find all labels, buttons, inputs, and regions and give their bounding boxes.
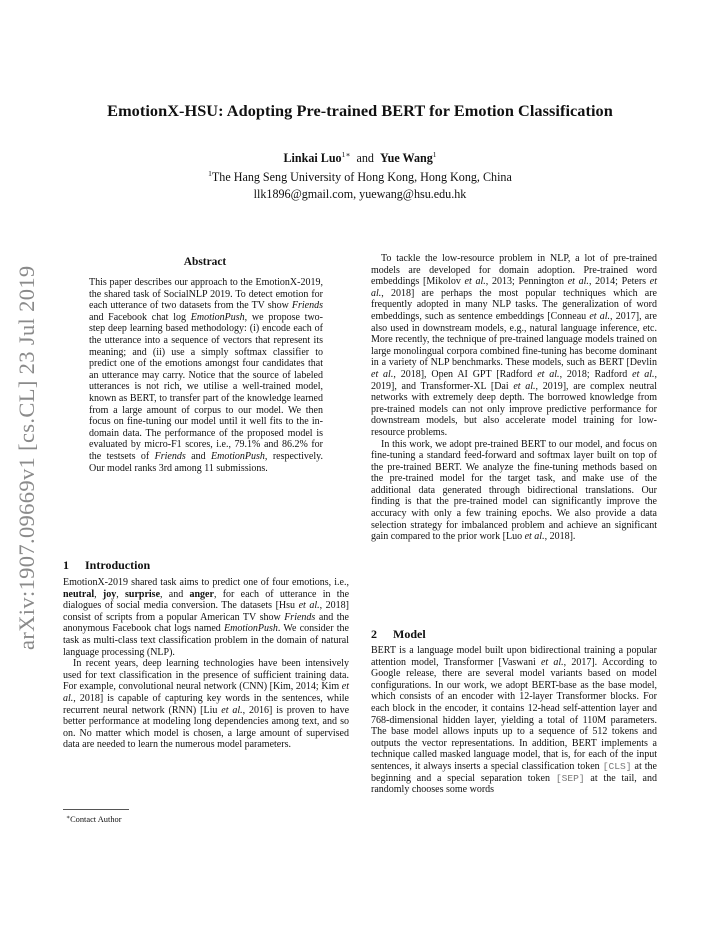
introduction-body	[63, 577, 349, 751]
author-name: Yue Wang	[380, 151, 433, 165]
author-line	[0, 151, 720, 166]
paragraph: BERT is a language model built upon bidirectional training a popular attention model, Transformer [Vaswani et al., 2017]. According to Google release, there are several model variants based on model configurations. In our work, we adopt BERT-base as the base model, which consists of an encoder with 12-layer Transformer blocks. For each block in the encoder, it contains 12-head self-attention layer and 768-dimensional hidden layer, yielding a total of 110M parameters. The base model allows inputs up to a sequence of 512 tokens and outputs the vector representations. In addition, BERT implements a technique called masked language model, that is, for each of the input sentences, it always inserts a special classification token [CLS] at the beginning and a special separation token [SEP] at the tail, and randomly chooses some words	[371, 645, 658, 796]
author-emails: llk1896@gmail.com, yuewang@hsu.edu.hk	[253, 187, 467, 201]
author-conjunction: and	[356, 151, 374, 165]
footnote-rule	[63, 809, 129, 810]
paragraph: EmotionX-2019 shared task aims to predict one of four emotions, i.e., neutral, joy, surprise, and anger, for each of utterance in the dialogues of social media conversion. The datasets [Hsu et al., 2018] consist of scripts from a popular American TV show Friends and the anonymous Facebook chat logs named EmotionPush. We consider the task as multi-class text classification problem in the domain of natural language processing (NLP).	[63, 577, 350, 658]
sep-token: [SEP]	[555, 772, 585, 784]
affiliation	[0, 170, 720, 185]
section-heading-introduction: 1 Introduction	[63, 558, 151, 572]
paper-title: EmotionX-HSU: Adopting Pre-trained BERT for Emotion Classification	[107, 101, 613, 120]
footnote: ∗Contact Author	[66, 815, 122, 824]
author-name: Linkai Luo	[283, 151, 342, 165]
affiliation-text: The Hang Seng University of Hong Kong, Hong Kong, China	[211, 170, 512, 184]
abstract-heading: Abstract	[183, 256, 227, 268]
right-column-body	[371, 253, 657, 543]
model-body	[371, 645, 657, 796]
author-mark: 1	[432, 150, 437, 159]
paragraph: In recent years, deep learning technologies have been intensively used for text classification in the presence of sufficient training data. For example, convolutional neural network (CNN) [Kim, 2014; Kim et al., 2018] is capable of capturing key words in the sentences, while recurrent neural network (RNN) [Liu et al., 2016] is proven to have better performance at modeling long dependencies among text, and so on. No matter which model is chosen, a large amount of supervised data are needed to learn the numerous model parameters.	[63, 658, 350, 751]
abstract-body: This paper describes our approach to the EmotionX-2019, the shared task of SocialNLP 2019. To detect emotion for each utterance of two datasets from the TV show Friends and Facebook chat log EmotionPush, we propose two-step deep learning based methodology: (i) encode each of the utterance into a sequence of vectors that represent its meaning; and (ii) use a simply softmax classifier to predict one of the emotions amongst four candidates that an utterance may carry. Notice that the source of labeled utterances is not rich, we utilise a well-trained model, known as BERT, to transfer part of the knowledge learned from a large amount of corpus to our model. We then focus on fine-tuning our model until it well fits to the in-domain data. The performance of the proposed model is evaluated by micro-F1 scores, i.e., 79.1% and 86.2% for the testsets of Friends and EmotionPush, respectively. Our model ranks 3rd among 11 submissions.	[89, 277, 324, 474]
author-mark: 1∗	[341, 150, 351, 159]
paragraph: To tackle the low-resource problem in NLP, a lot of pre-trained models are developed for domain adoption. Pre-trained word embeddings [Mikolov et al., 2013; Pennington et al., 2014; Peters et al., 2018] are perhaps the most popular techniques which are frequently adopted in many NLP tasks. The generalization of word embeddings, such as sentence embeddings [Conneau et al., 2017], are also used in downstream models, e.g., natural language inference, etc. More recently, the technique of pre-trained language models trained on large monolingual corpora combined fine-tuning has become dominant in a variety of NLP benchmarks. These models, such as BERT [Devlin et al., 2018], Open AI GPT [Radford et al., 2018; Radford et al., 2019], and Transformer-XL [Dai et al., 2019], are complex neutral networks with extremely deep depth. The borrowed knowledge from pre-trained models can not only improve predictive performance for downstream models, but also accelerate model training for low-resource problems.	[371, 253, 658, 438]
arxiv-id: arXiv:1907.09669v1 [cs.CL] 23 Jul 2019	[14, 265, 39, 650]
affiliation-mark: 1	[208, 169, 212, 178]
cls-token: [CLS]	[602, 760, 632, 772]
paragraph: In this work, we adopt pre-trained BERT to our model, and focus on fine-tuning a standard feed-forward and softmax layer built on top of the pre-trained BERT. We analyze the fine-tuning methods based on the pre-trained model for the target task, and make use of the additional data generated through bidirectional translations. Our finding is that the pre-trained model can significantly improve the accuracy with only a few training epochs. We also provide a data selection strategy for imbalanced problem and achieve an significant gain compared to the prior work [Luo et al., 2018].	[371, 438, 657, 543]
section-heading-model: 2 Model	[371, 627, 426, 641]
